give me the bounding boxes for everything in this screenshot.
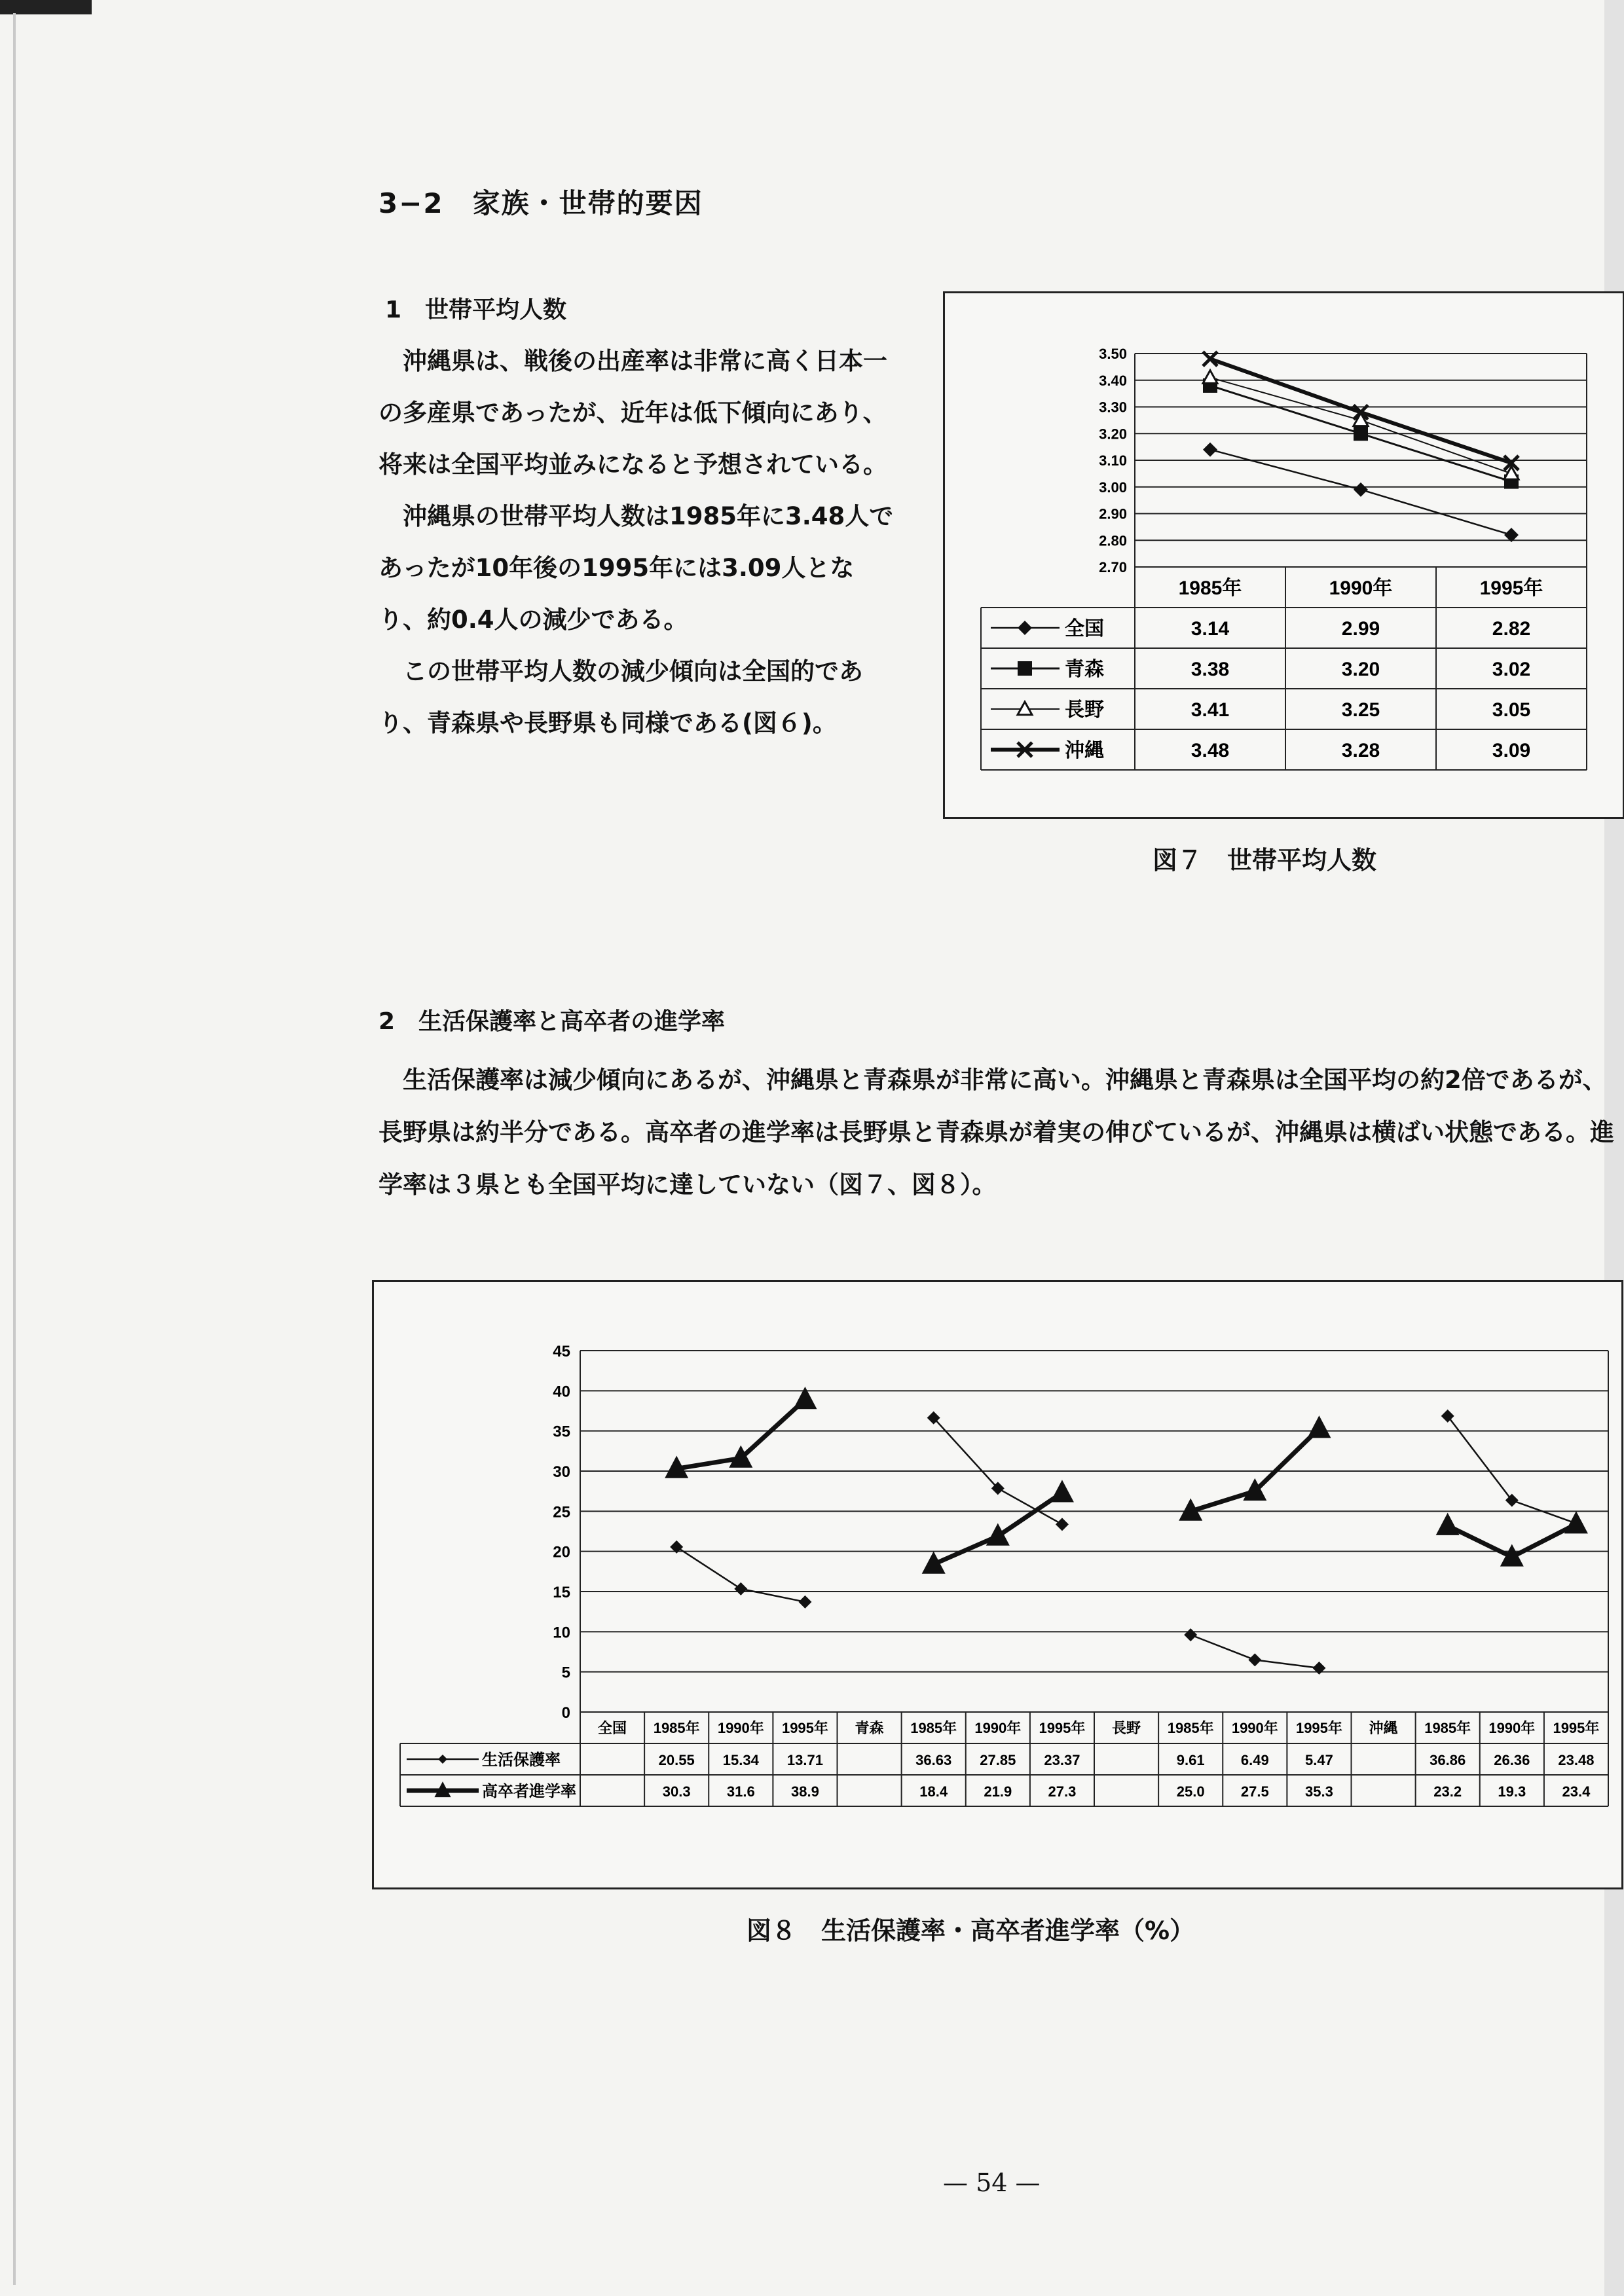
data-label: 27.5 [1240, 1783, 1269, 1800]
legend-marker [1018, 621, 1032, 635]
data-point [1441, 1410, 1454, 1423]
data-label: 19.3 [1498, 1783, 1526, 1800]
x-tick-label: 1990年 [1231, 1720, 1278, 1736]
scan-edge-top [0, 0, 92, 14]
x-tick-label: 1985年 [653, 1720, 700, 1736]
x-tick-label: 1990年 [1488, 1720, 1536, 1736]
legend-label: 沖縄 [1065, 740, 1104, 761]
y-tick-label: 3.10 [1099, 452, 1127, 469]
y-tick-label: 10 [553, 1624, 570, 1642]
legend-label: 青森 [1065, 659, 1104, 680]
x-tick-label: 1995年 [1295, 1720, 1342, 1736]
y-tick-label: 40 [553, 1383, 570, 1401]
y-tick-label: 30 [553, 1463, 570, 1481]
legend-label: 長野 [1065, 699, 1104, 721]
legend-label: 全国 [1065, 618, 1104, 640]
data-point [1354, 426, 1368, 441]
data-label: 2.82 [1492, 618, 1531, 640]
figure7-caption: 図７ 世帯平均人数 [1153, 846, 1377, 875]
data-point [1050, 1480, 1074, 1502]
legend-marker [438, 1755, 447, 1764]
y-tick-label: 25 [553, 1503, 570, 1522]
figure8-chart [372, 1280, 1623, 1889]
data-point [1312, 1662, 1325, 1675]
x-tick-label: 青森 [855, 1720, 884, 1736]
data-point [1564, 1511, 1588, 1533]
x-tick-label: 1985年 [1178, 577, 1242, 599]
data-label: 35.3 [1305, 1783, 1333, 1800]
legend-label: 生活保護率 [482, 1751, 561, 1769]
page-number: — 54 — [943, 2168, 1041, 2197]
data-label: 21.9 [984, 1783, 1012, 1800]
figure8-caption: 図８ 生活保護率・高卒者進学率（%） [747, 1916, 1195, 1945]
data-label: 6.49 [1240, 1752, 1269, 1768]
data-point [1056, 1518, 1069, 1531]
subsection2-title: 2 生活保護率と高卒者の進学率 [378, 1008, 726, 1035]
section-title: 3−2 家族・世帯的要因 [378, 187, 703, 219]
data-point [734, 1582, 747, 1595]
data-point [1354, 483, 1368, 497]
figure8-svg [374, 1282, 1621, 1887]
x-tick-label: 1985年 [910, 1720, 957, 1736]
data-point [1436, 1513, 1460, 1535]
data-label: 5.47 [1305, 1752, 1333, 1768]
scan-edge-left [13, 13, 16, 2285]
y-tick-label: 20 [553, 1543, 570, 1561]
data-label: 3.25 [1341, 699, 1380, 721]
data-label: 27.3 [1048, 1783, 1077, 1800]
x-tick-label: 全国 [598, 1720, 627, 1736]
data-point [798, 1595, 811, 1609]
data-label: 3.20 [1341, 659, 1380, 680]
data-label: 3.48 [1190, 740, 1230, 761]
data-label: 26.36 [1494, 1752, 1530, 1768]
data-label: 3.05 [1492, 699, 1531, 721]
y-tick-label: 15 [553, 1584, 570, 1601]
x-tick-label: 長野 [1112, 1720, 1141, 1736]
figure7-chart [943, 291, 1624, 819]
x-tick-label: 1985年 [1424, 1720, 1471, 1736]
data-label: 18.4 [919, 1783, 948, 1800]
subsection2-body [378, 1054, 1623, 1211]
x-tick-label: 1990年 [974, 1720, 1022, 1736]
data-label: 23.2 [1433, 1783, 1462, 1800]
legend-label: 高卒者進学率 [482, 1783, 576, 1800]
x-tick-label: 1995年 [1039, 1720, 1086, 1736]
y-tick-label: 5 [561, 1664, 570, 1682]
series-line [1448, 1416, 1576, 1523]
data-point [1505, 1494, 1519, 1507]
subsection1-title: 1 世帯平均人数 [385, 297, 567, 323]
data-label: 15.34 [722, 1752, 759, 1768]
y-tick-label: 2.70 [1099, 559, 1127, 575]
data-point [1184, 1628, 1197, 1641]
paragraph: この世帯平均人数の減少傾向は全国的であり、青森県や長野県も同様である(図６)。 [378, 657, 863, 737]
x-tick-label: 1990年 [1329, 577, 1393, 599]
data-point [1248, 1653, 1261, 1666]
y-tick-label: 2.90 [1099, 505, 1127, 522]
y-tick-label: 3.40 [1099, 372, 1127, 389]
data-label: 30.3 [662, 1783, 691, 1800]
data-label: 38.9 [791, 1783, 819, 1800]
paragraph: 沖縄県は、戦後の出産率は非常に高く日本一の多産県であったが、近年は低下傾向にあり、将来は全国平均並みになると予想されている。 [378, 347, 887, 479]
data-point [986, 1523, 1010, 1546]
data-label: 2.99 [1341, 618, 1380, 640]
data-label: 25.0 [1176, 1783, 1205, 1800]
data-label: 20.55 [658, 1752, 695, 1768]
y-tick-label: 2.80 [1099, 532, 1127, 549]
data-label: 3.41 [1190, 699, 1230, 721]
data-label: 23.4 [1562, 1783, 1591, 1800]
data-label: 3.09 [1492, 740, 1531, 761]
data-label: 3.28 [1341, 740, 1380, 761]
data-label: 3.38 [1190, 659, 1230, 680]
legend-marker [1018, 661, 1032, 676]
y-tick-label: 35 [553, 1423, 570, 1441]
data-label: 31.6 [726, 1783, 755, 1800]
data-point [1203, 371, 1217, 384]
paragraph: 生活保護率は減少傾向にあるが、沖縄県と青森県が非常に高い。沖縄県と青森県は全国平均の約2倍であるが、長野県は約半分である。高卒者の進学率は長野県と青森県が着実の伸びているが、沖縄県は横ばい状態である。進学率は３県とも全国平均に達していない（図７、図８）。 [378, 1066, 1614, 1199]
data-label: 36.86 [1430, 1752, 1466, 1768]
y-tick-label: 3.00 [1099, 479, 1127, 496]
x-tick-label: 1985年 [1167, 1720, 1214, 1736]
data-label: 23.37 [1044, 1752, 1080, 1768]
y-tick-label: 0 [561, 1704, 570, 1722]
paragraph: 沖縄県の世帯平均人数は1985年に3.48人であったが10年後の1995年には3.09人となり、約0.4人の減少である。 [378, 502, 894, 634]
figure7-svg [945, 293, 1623, 817]
legend-marker [1018, 702, 1032, 715]
x-tick-label: 1990年 [717, 1720, 764, 1736]
data-point [1203, 443, 1217, 457]
data-point [1307, 1415, 1331, 1438]
y-tick-label: 3.20 [1099, 426, 1127, 443]
y-tick-label: 3.50 [1099, 346, 1127, 362]
y-tick-label: 45 [553, 1343, 570, 1360]
x-tick-label: 沖縄 [1369, 1720, 1398, 1736]
data-label: 36.63 [915, 1752, 952, 1768]
subsection1-body [378, 335, 896, 749]
x-tick-label: 1995年 [781, 1720, 828, 1736]
data-label: 27.85 [980, 1752, 1016, 1768]
x-tick-label: 1995年 [1479, 577, 1543, 599]
data-point [793, 1387, 817, 1409]
y-tick-label: 3.30 [1099, 399, 1127, 416]
data-label: 13.71 [786, 1752, 823, 1768]
data-label: 3.14 [1190, 618, 1230, 640]
data-label: 3.02 [1492, 659, 1531, 680]
data-label: 9.61 [1176, 1752, 1205, 1768]
x-tick-label: 1995年 [1553, 1720, 1600, 1736]
data-label: 23.48 [1558, 1752, 1595, 1768]
